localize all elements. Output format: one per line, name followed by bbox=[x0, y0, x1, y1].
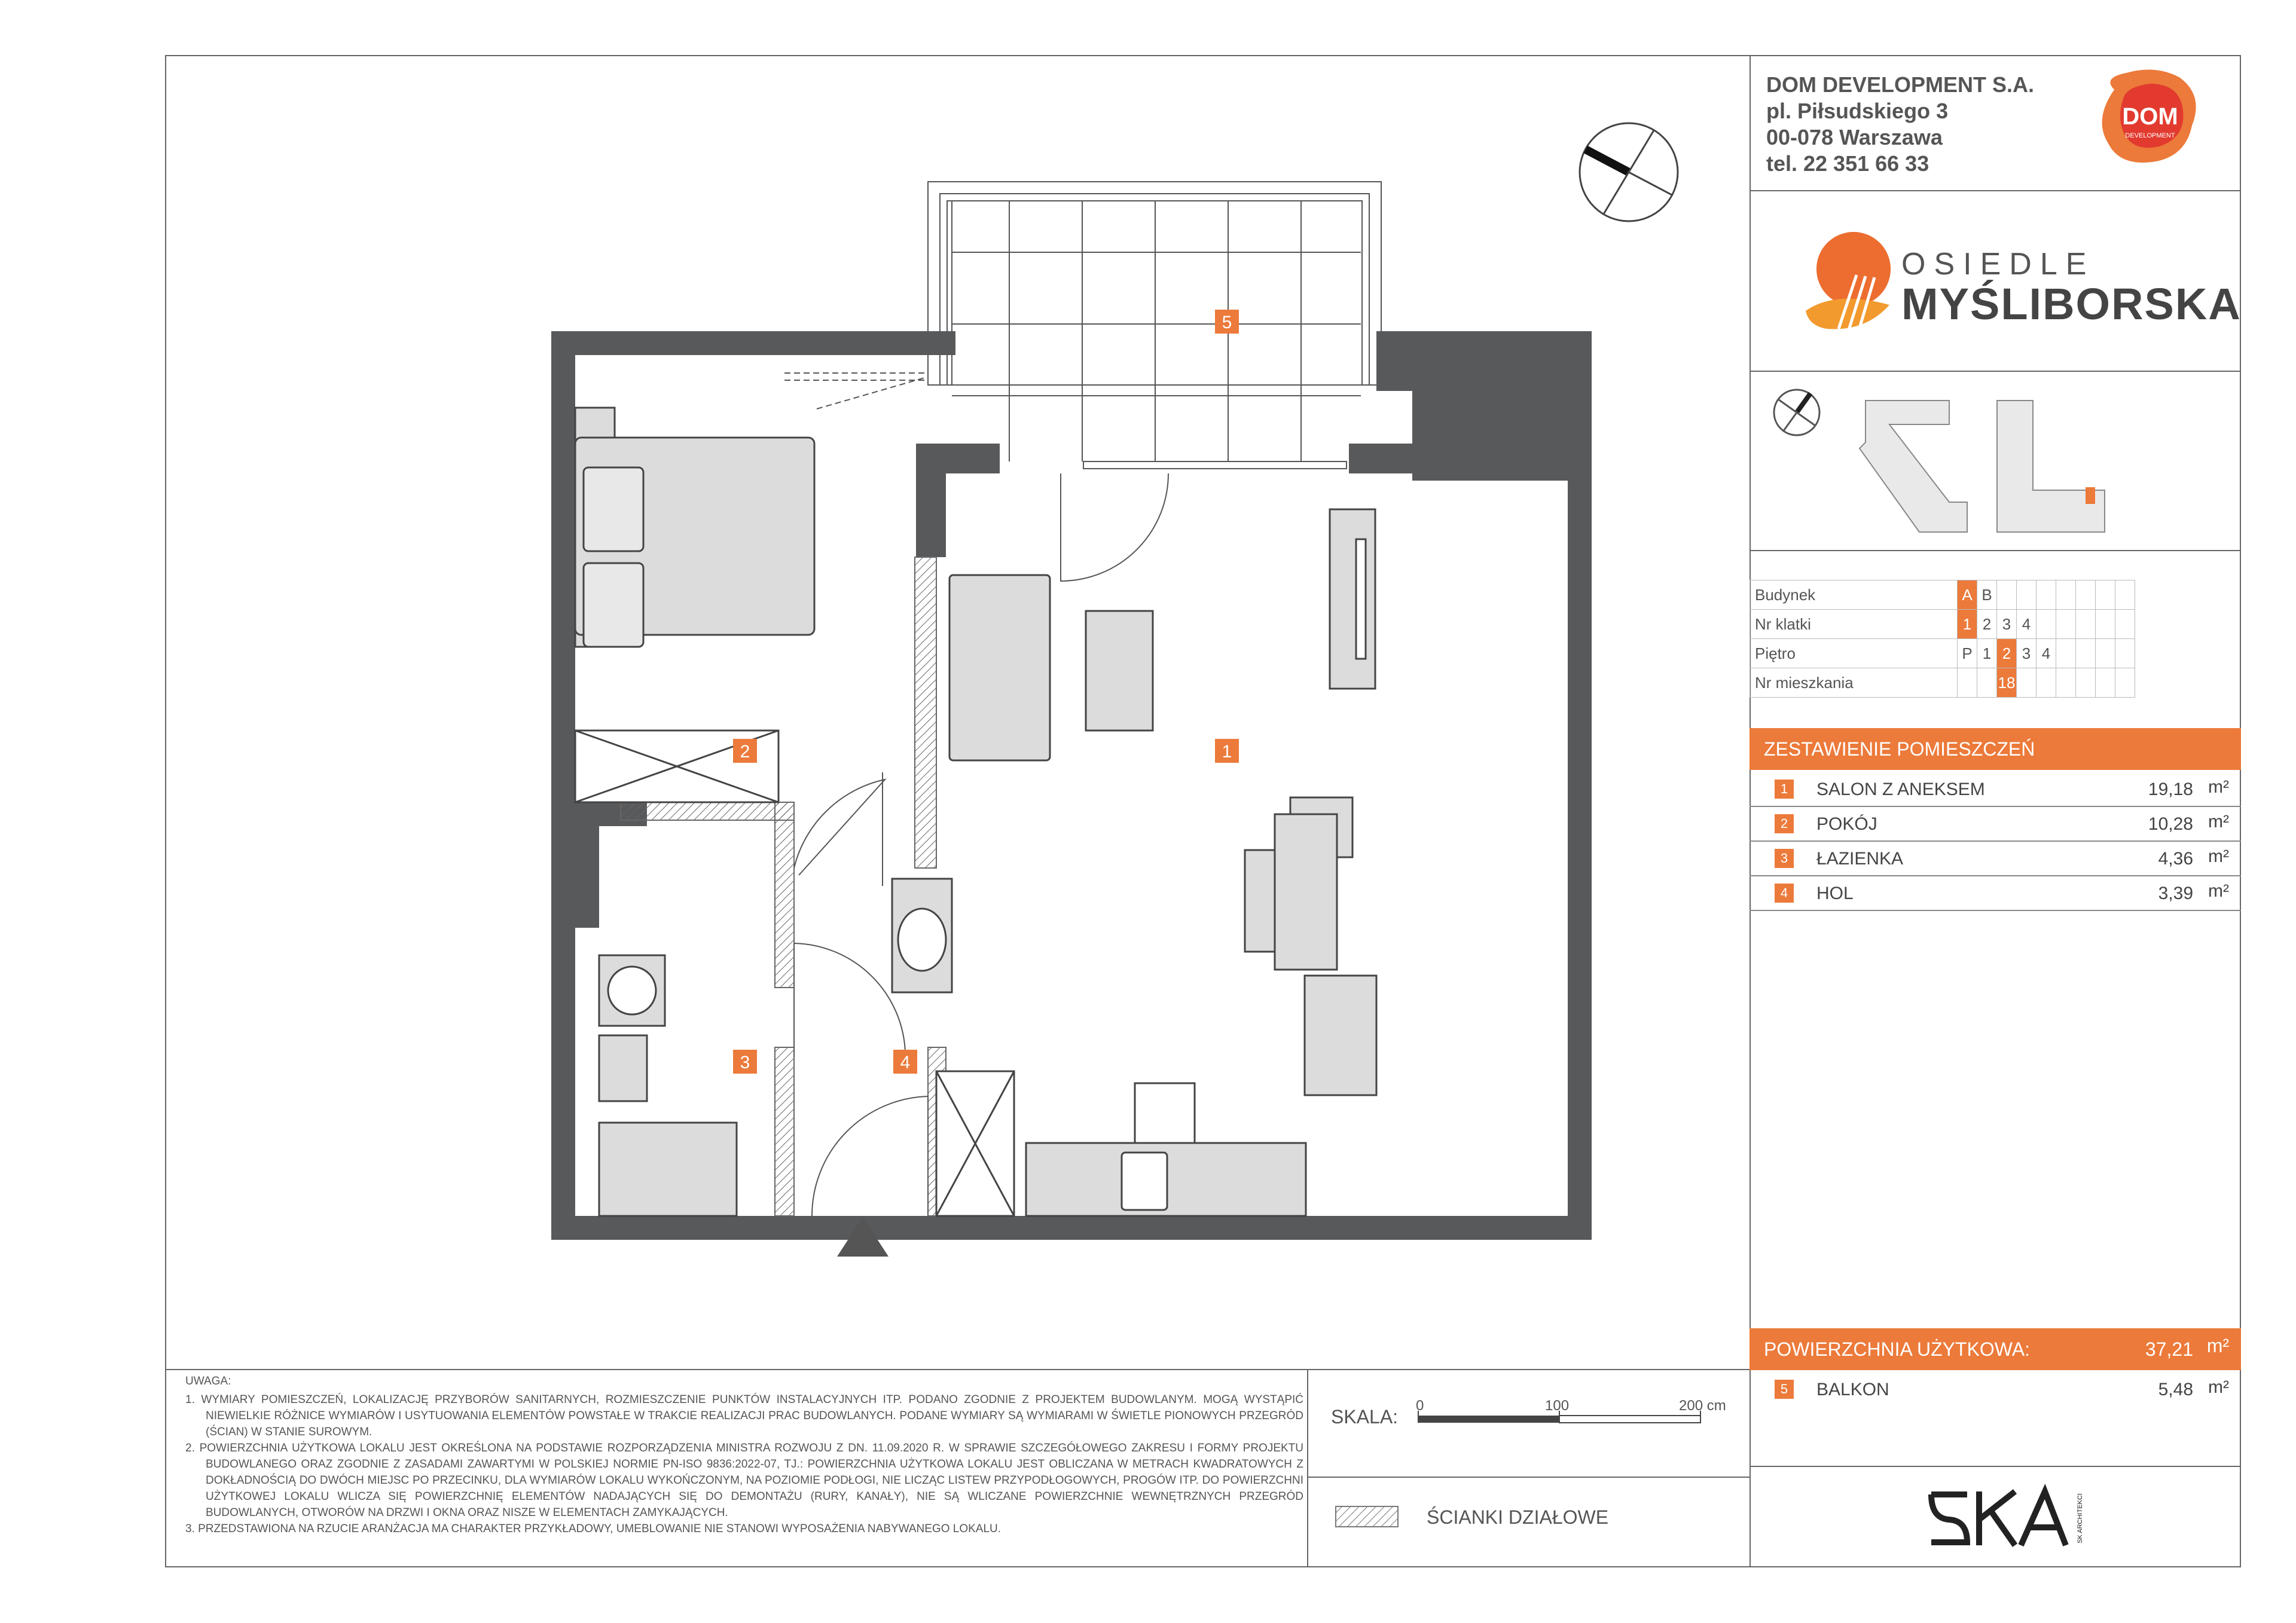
apartment-info-table bbox=[1750, 580, 2135, 698]
room-label-2: 2 bbox=[740, 742, 750, 762]
note-item: 2. POWIERZCHNIA UŻYTKOWA LOKALU JEST OKREŚLONA NA PODSTAWIE ROZPORZĄDZENIA MINISTRA ROZWOJU Z DN. 11.09.2020 R. W SPRAWIE SZCZEGÓŁOWEGO ZAKRESU I FORMY PROJEKTU BUDOWLANEGO ORAZ ZGODNIE Z ZASADAMI ZAWARTYMI W POLSKIEJ NORMIE PN-ISO 9836:2022-07, TJ.: POWIERZCHNIA UŻYTKOWA LOKALU JEST OBLICZANA W METRACH KWADRATOWYCH Z DOKŁADNOŚCIĄ DO DWÓCH MIEJSC PO PRZECINKU, DLA WYMIARÓW LOKALU WYKOŃCZONYM, NA POZIOMIE PODŁOGI, NIE LICZĄC LISTEW PRZYPODŁOGOWYCH, PROGÓW ITP. DO POWIERZCHNI UŻYTKOWEJ LOKALU WLICZA SIĘ POWIERZCHNIĘ ELEMENTÓW NADAJĄCYCH SIĘ DO DEMONTAŻU (RURY, KANAŁY), NIE SĄ WLICZANE POWIERZCHNIE WEWNĘTRZNYCH PRZEGRÓD BUDOWLANYCH, OTWORÓW NA DRZWI I OKNA ORAZ NISZE W ELEMENTACH ZAMYKAJĄCYCH. bbox=[185, 1442, 1303, 1519]
ska-architect-logo bbox=[1925, 1483, 2105, 1560]
total-area-bar bbox=[1750, 1328, 2241, 1370]
room-label-5: 5 bbox=[1222, 313, 1232, 332]
company-name: DOM DEVELOPMENT S.A. bbox=[1766, 72, 2035, 97]
company-divider bbox=[1750, 190, 2241, 191]
keyplan-buildings bbox=[1860, 401, 2105, 532]
notes-divider bbox=[165, 1369, 1750, 1370]
legend-label: ŚCIANKI DZIAŁOWE bbox=[1427, 1506, 1609, 1528]
dom-logo-sub: DEVELOPMENT bbox=[2125, 132, 2175, 139]
room-row: 4 HOL 3,39 m² bbox=[1750, 876, 2241, 911]
room-label-1: 1 bbox=[1222, 742, 1232, 762]
total-area: 37,21 bbox=[2145, 1338, 2193, 1360]
info-row-pietro: Piętro P 1 2 3 4 bbox=[1750, 639, 2135, 668]
room-label-4: 4 bbox=[900, 1053, 911, 1072]
brand-line2: MYŚLIBORSKA bbox=[1901, 279, 2242, 329]
keyplan-divider bbox=[1750, 550, 2241, 551]
notes-heading: UWAGA: bbox=[185, 1375, 231, 1387]
scale-label: SKALA: bbox=[1331, 1406, 1399, 1428]
ska-sub: SK ARCHITEKCI bbox=[2077, 1493, 2084, 1543]
osiedle-logo-icon bbox=[1800, 221, 1895, 347]
doors bbox=[784, 373, 1347, 1216]
partition-legend-swatch bbox=[1335, 1505, 1400, 1529]
info-row-klatka: Nr klatki 1 2 3 4 bbox=[1750, 610, 2135, 639]
company-phone: tel. 22 351 66 33 bbox=[1766, 151, 1929, 176]
dom-logo-text: DOM bbox=[2122, 103, 2178, 130]
room-row: 2 POKÓJ 10,28 m² bbox=[1750, 807, 2241, 842]
balcony bbox=[928, 182, 1381, 461]
scale-tick-200: 200 cm bbox=[1679, 1398, 1726, 1414]
note-item: 3. PRZEDSTAWIONA NA RZUCIE ARANŻACJA MA CHARAKTER PRZYKŁADOWY, UMEBLOWANIE NIE STANOWI WYPOSAŻENIA NABYWANEGO LOKALU. bbox=[185, 1523, 1002, 1535]
company-street: pl. Piłsudskiego 3 bbox=[1766, 99, 1949, 123]
legend-divider bbox=[1307, 1477, 1750, 1478]
company-city: 00-078 Warszawa bbox=[1766, 125, 1943, 149]
total-unit: m² bbox=[2206, 1335, 2229, 1356]
brand-line1: OSIEDLE bbox=[1901, 247, 2095, 282]
brand-name bbox=[1901, 246, 2242, 329]
total-label: POWIERZCHNIA UŻYTKOWA: bbox=[1764, 1338, 2031, 1360]
info-row-mieszkanie: Nr mieszkania 18 bbox=[1750, 668, 2135, 698]
info-row-budynek: Budynek A B bbox=[1750, 580, 2135, 610]
scale-tick-100: 100 bbox=[1545, 1398, 1570, 1414]
room-row: 3 ŁAZIENKA 4,36 m² bbox=[1750, 842, 2241, 876]
company-address bbox=[1766, 72, 2034, 177]
rooms-header: ZESTAWIENIE POMIESZCZEŃ bbox=[1750, 728, 2241, 770]
brand-divider bbox=[1750, 371, 2241, 372]
dom-development-logo bbox=[2090, 66, 2210, 173]
room-row: 1 SALON Z ANEKSEM 19,18 m² bbox=[1750, 772, 2241, 807]
scale-tick-0: 0 bbox=[1416, 1398, 1424, 1414]
north-compass-icon bbox=[1580, 123, 1678, 221]
scale-divider bbox=[1307, 1369, 1308, 1567]
info-label: Budynek bbox=[1750, 580, 1958, 610]
room-label-3: 3 bbox=[740, 1053, 750, 1072]
notes-list bbox=[185, 1392, 1303, 1537]
floor-plan bbox=[165, 55, 1750, 1369]
balcony-row: 5 BALKON 5,48 m² bbox=[1750, 1373, 2241, 1406]
note-item: 1. WYMIARY POMIESZCZEŃ, LOKALIZACJĘ PRZYBORÓW SANITARNYCH, ROZMIESZCZENIE PUNKTÓW INSTALACYJNYCH ITP. PODANO ZGODNIE Z PROJEKTEM BUDOWLANYM. MOGĄ WYSTĄPIĆ NIEWIELKIE RÓŻNICE WYMIARÓW I USYTUOWANIA ELEMENTÓW POWSTAŁE W TRAKCIE REALIZACJI PRAC BUDOWLANYCH. PODANE WYMIARY SĄ WYMIARAMI W ŚWIETLE PIONOWYCH PRZEGRÓD (ŚCIAN) W STANIE SUROWYM. bbox=[185, 1393, 1303, 1438]
key-plan bbox=[1770, 383, 2236, 544]
balcony-divider bbox=[1750, 1466, 2241, 1467]
